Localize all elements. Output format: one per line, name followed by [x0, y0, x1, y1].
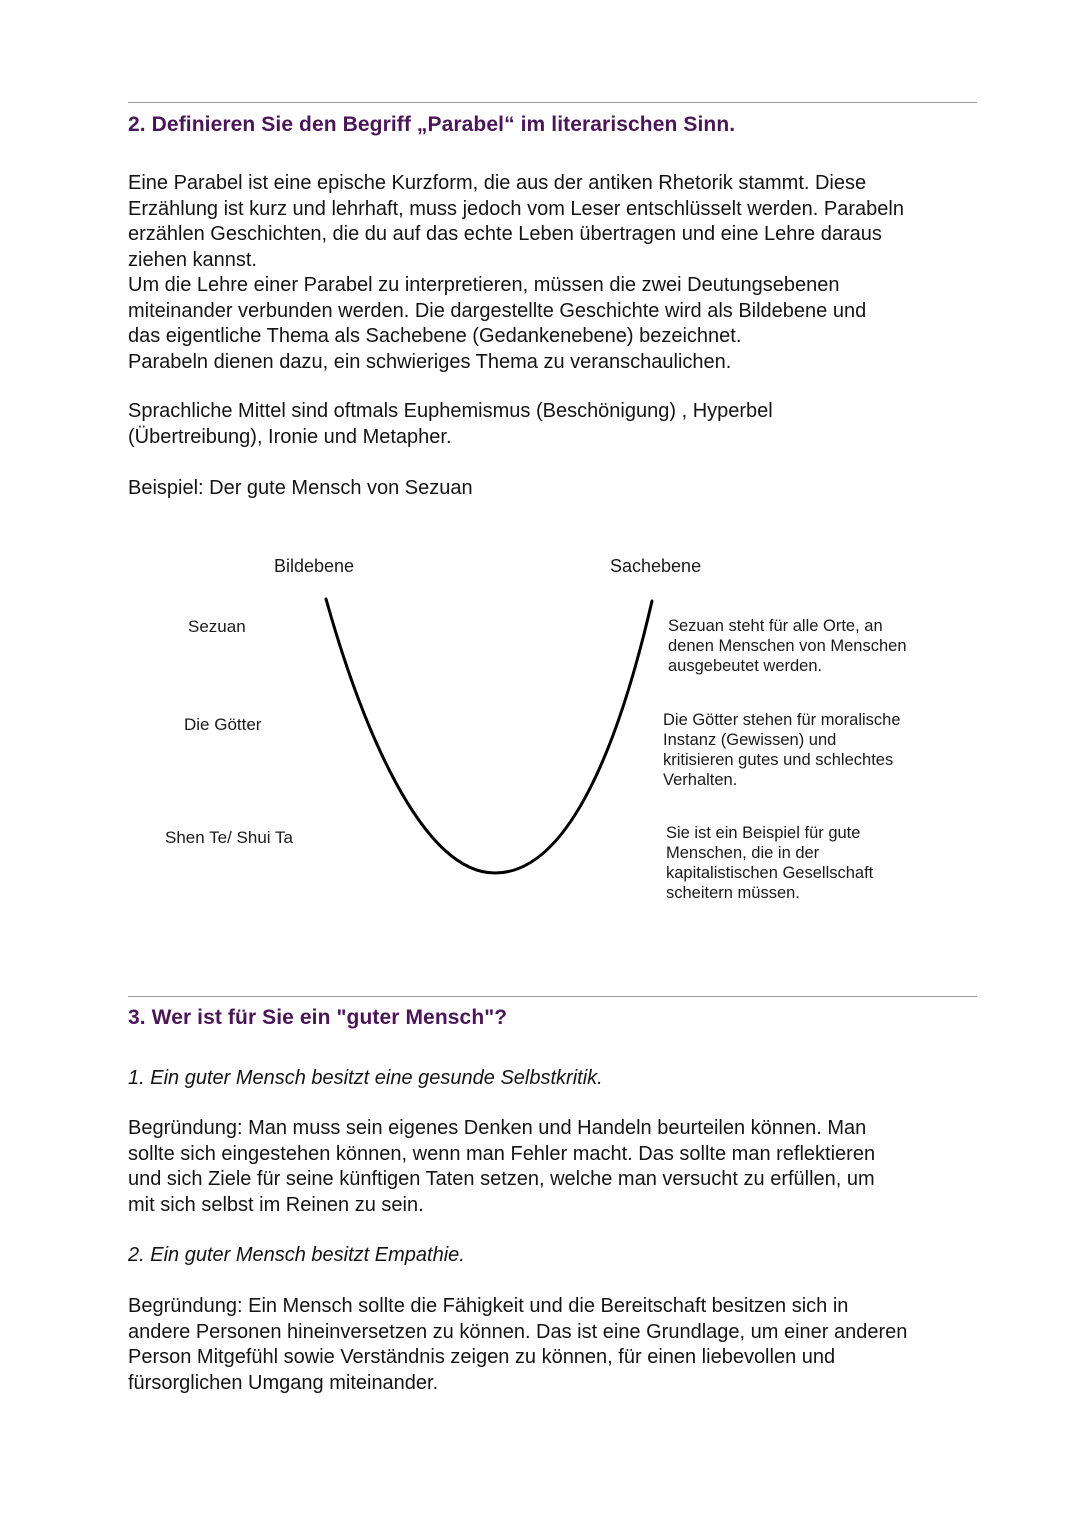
sachebene-heading: Sachebene: [610, 556, 702, 576]
text-line: erzählen Geschichten, die du auf das echte Leben übertragen und eine Lehre daraus: [128, 223, 882, 245]
note-line: Sezuan steht für alle Orte, an: [668, 617, 883, 635]
reason-1-paragraph: [128, 1116, 988, 1218]
point-1-statement: [128, 1066, 988, 1092]
text-line: mit sich selbst im Reinen zu sein.: [128, 1193, 424, 1216]
section-2-heading: 2. Definieren Sie den Begriff „Parabel“ im literarischen Sinn.: [128, 113, 736, 136]
note-line: Sie ist ein Beispiel für gute: [666, 824, 861, 842]
note-line: Menschen, die in der: [666, 844, 820, 862]
note-line: kapitalistischen Gesellschaft: [666, 864, 874, 882]
section-divider-middle: [128, 996, 977, 997]
text-line: 2. Ein guter Mensch besitzt Empathie.: [128, 1244, 465, 1266]
note-line: kritisieren gutes und schlechtes: [663, 751, 894, 769]
text-line: ziehen kannst.: [128, 248, 257, 271]
text-line: Um die Lehre einer Parabel zu interpretieren, müssen die zwei Deutungsebenen: [128, 274, 840, 296]
sachebene-note-sezuan: [668, 616, 907, 676]
text-line: Eine Parabel ist eine epische Kurzform, die aus der antiken Rhetorik stammt. Diese: [128, 172, 867, 194]
text-line: fürsorglichen Umgang miteinander.: [128, 1371, 439, 1394]
bildebene-heading: Bildebene: [274, 556, 355, 576]
reason-2-paragraph: [128, 1294, 988, 1396]
text-line: Person Mitgefühl sowie Verständnis zeigen zu können, für einen liebevollen und: [128, 1346, 836, 1368]
text-line: (Übertreibung), Ironie und Metapher.: [128, 425, 452, 448]
note-line: Verhalten.: [663, 771, 738, 789]
sachebene-note-goetter: [663, 710, 901, 790]
note-line: Instanz (Gewissen) und: [663, 731, 837, 749]
text-line: sollte sich eingestehen können, wenn man Fehler macht. Das sollte man reflektieren: [128, 1142, 876, 1165]
text-line: Begründung: Ein Mensch sollte die Fähigkeit und die Bereitschaft besitzen sich in: [128, 1295, 849, 1317]
note-line: denen Menschen von Menschen: [668, 637, 907, 655]
bildebene-item-shen-te: Shen Te/ Shui Ta: [165, 828, 293, 847]
text-line: Beispiel: Der gute Mensch von Sezuan: [128, 477, 473, 499]
note-line: ausgebeutet werden.: [668, 657, 823, 675]
point-2-statement: [128, 1243, 988, 1269]
text-line: das eigentliche Thema als Sachebene (Gedankenebene) bezeichnet.: [128, 325, 742, 347]
text-line: miteinander verbunden werden. Die dargestellte Geschichte wird als Bildebene und: [128, 299, 867, 322]
sachebene-note-shen-te: [666, 823, 873, 903]
text-line: Sprachliche Mittel sind oftmals Euphemismus (Beschönigung) , Hyperbel: [128, 400, 773, 422]
note-line: Die Götter stehen für moralische: [663, 711, 901, 729]
text-line: Begründung: Man muss sein eigenes Denken und Handeln beurteilen können. Man: [128, 1117, 867, 1139]
text-line: Parabeln dienen dazu, ein schwieriges Thema zu veranschaulichen.: [128, 350, 732, 373]
text-line: andere Personen hineinversetzen zu können. Das ist eine Grundlage, um einer anderen: [128, 1320, 908, 1343]
text-line: Erzählung ist kurz und lehrhaft, muss jedoch vom Leser entschlüsselt werden. Parabeln: [128, 197, 904, 220]
text-line: und sich Ziele für seine künftigen Taten setzen, welche man versucht zu erfüllen, um: [128, 1168, 875, 1190]
bildebene-item-sezuan: Sezuan: [188, 617, 246, 636]
section-3-heading: 3. Wer ist für Sie ein "guter Mensch"?: [128, 1006, 508, 1029]
note-line: scheitern müssen.: [666, 884, 800, 902]
text-line: 1. Ein guter Mensch besitzt eine gesunde Selbstkritik.: [128, 1067, 603, 1089]
bildebene-item-goetter: Die Götter: [184, 715, 262, 734]
